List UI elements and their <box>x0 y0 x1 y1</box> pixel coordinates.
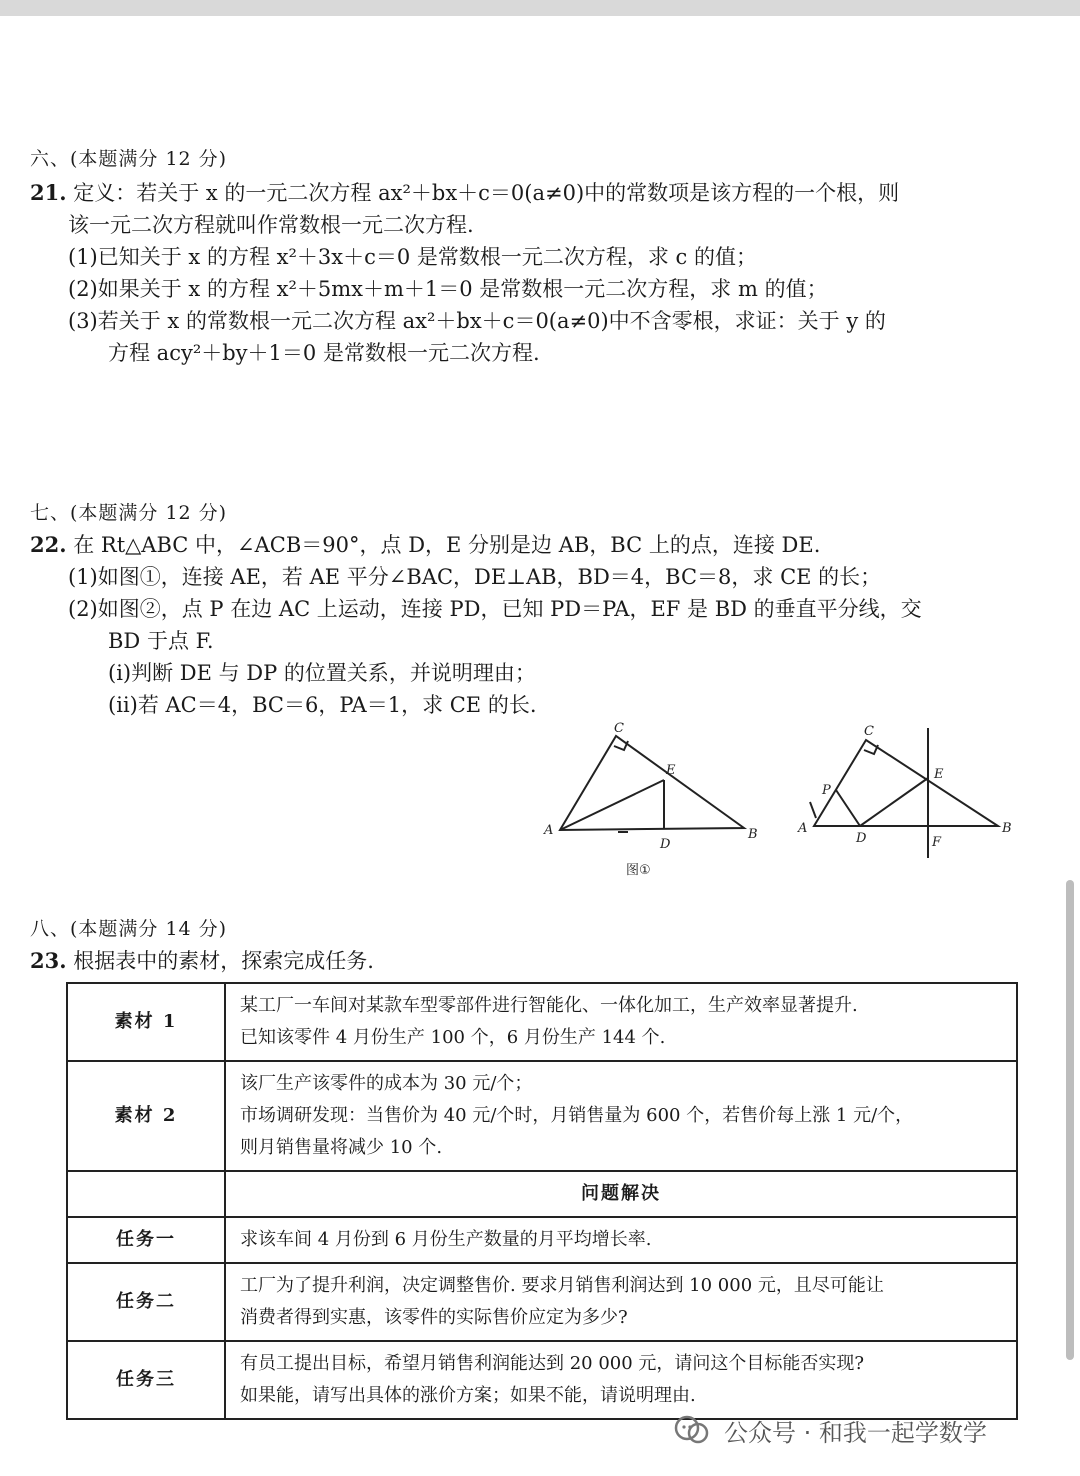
q22-part-2a: (2)如图②，点 P 在边 AC 上运动，连接 PD，已知 PD＝PA，EF 是 BD 的垂直平分线，交 <box>68 597 922 621</box>
watermark-text: 公众号 · 和我一起学数学 <box>724 1418 987 1447</box>
section-6-header: 六、(本题满分 12 分) <box>30 148 228 170</box>
fig1-caption: 图① <box>626 863 651 878</box>
task-2-line-2: 消费者得到实惠，该零件的实际售价应定为多少? <box>240 1307 628 1328</box>
q23-text-1: 根据表中的素材，探索完成任务. <box>73 949 374 973</box>
q21-part-1: (1)已知关于 x 的方程 x²＋3x＋c＝0 是常数根一元二次方程，求 c 的值； <box>68 245 757 269</box>
q21-line-1 <box>30 178 899 208</box>
table-row-task-1 <box>67 1217 1017 1263</box>
q22-line-1 <box>30 530 820 560</box>
figure-2 <box>790 718 1030 868</box>
q22-number: 22. <box>30 532 67 557</box>
table-row-task-2 <box>67 1263 1017 1341</box>
figure-1 <box>530 720 780 880</box>
material-2-line-1: 该厂生产该零件的成本为 30 元/个； <box>240 1073 533 1094</box>
task-1-content: 求该车间 4 月份到 6 月份生产数量的月平均增长率. <box>225 1217 1017 1263</box>
q23-line-1 <box>30 946 374 976</box>
q22-sub-i: (ⅰ)判断 DE 与 DP 的位置关系，并说明理由； <box>108 661 536 685</box>
material-1-label: 素材 1 <box>67 983 225 1061</box>
table-row-material-2 <box>67 1061 1017 1171</box>
fig2-label-e: E <box>934 767 944 782</box>
task-2-label: 任务二 <box>67 1263 225 1341</box>
q22-text-1: 在 Rt△ABC 中，∠ACB＝90°，点 D，E 分别是边 AB，BC 上的点，连接 DE. <box>73 533 821 557</box>
q22-part-2b: BD 于点 F. <box>108 629 214 653</box>
fig2-label-a: A <box>798 821 808 836</box>
q21-part-2: (2)如果关于 x 的方程 x²＋5mx＋m＋1＝0 是常数根一元二次方程，求 m 的值； <box>68 277 828 301</box>
task-3-line-1: 有员工提出目标，希望月销售利润能达到 20 000 元，请问这个目标能否实现? <box>240 1353 865 1374</box>
material-2-line-2: 市场调研发现：当售价为 40 元/个时，月销售量为 600 个，若售价每上涨 1 元/个， <box>240 1105 914 1126</box>
q21-text-1: 定义：若关于 x 的一元二次方程 ax²＋bx＋c＝0(a≠0)中的常数项是该方程的一个根，则 <box>73 181 900 205</box>
fig2-label-p: P <box>822 783 831 798</box>
material-1-content <box>225 983 1017 1061</box>
fig1-label-b: B <box>748 827 758 842</box>
page-edge-scrollbar <box>1066 880 1074 1360</box>
table-row-material-1 <box>67 983 1017 1061</box>
task-1-label: 任务一 <box>67 1217 225 1263</box>
fig1-label-d: D <box>660 837 671 852</box>
task-2-line-1: 工厂为了提升利润，决定调整售价. 要求月销售利润达到 10 000 元，且尽可能让 <box>240 1275 884 1296</box>
material-2-line-3: 则月销售量将减少 10 个. <box>240 1137 443 1158</box>
section-head-label: 问题解决 <box>225 1171 1017 1217</box>
fig2-segment-de <box>860 778 928 826</box>
fig2-segment-pd <box>836 790 860 826</box>
q22-sub-ii: (ⅱ)若 AC＝4，BC＝6，PA＝1，求 CE 的长. <box>108 693 537 717</box>
fig2-motion-mark <box>810 802 816 818</box>
watermark <box>672 1408 987 1452</box>
section-7-header: 七、(本题满分 12 分) <box>30 502 228 524</box>
fig2-label-b: B <box>1002 821 1012 836</box>
material-1-line-2: 已知该零件 4 月份生产 100 个，6 月份生产 144 个. <box>240 1027 666 1048</box>
task-3-line-2: 如果能，请写出具体的涨价方案；如果不能，请说明理由. <box>240 1385 696 1406</box>
q21-part-3a: (3)若关于 x 的常数根一元二次方程 ax²＋bx＋c＝0(a≠0)中不含零根，求证：关于 y 的 <box>68 309 886 333</box>
fig2-triangle-abc <box>814 740 998 826</box>
fig1-label-a: A <box>544 823 554 838</box>
fig2-label-d: D <box>856 831 867 846</box>
section-head-empty-cell <box>67 1171 225 1217</box>
material-1-line-1: 某工厂一车间对某款车型零部件进行智能化、一体化加工，生产效率显著提升. <box>240 995 858 1016</box>
section-8-header: 八、(本题满分 14 分) <box>30 918 228 940</box>
material-2-label: 素材 2 <box>67 1061 225 1171</box>
q23-number: 23. <box>30 948 67 973</box>
table-row-section-head <box>67 1171 1017 1217</box>
fig1-label-e: E <box>666 763 676 778</box>
task-2-content <box>225 1263 1017 1341</box>
materials-table <box>66 982 1018 1420</box>
wechat-official-account-icon <box>672 1413 712 1447</box>
top-bar <box>0 0 1080 16</box>
material-2-content <box>225 1061 1017 1171</box>
fig2-label-c: C <box>864 724 874 739</box>
q21-line-2: 该一元二次方程就叫作常数根一元二次方程. <box>68 213 474 237</box>
fig1-label-c: C <box>614 721 624 736</box>
q21-number: 21. <box>30 180 67 205</box>
fig2-label-f: F <box>932 835 942 850</box>
q21-part-3b: 方程 acy²＋by＋1＝0 是常数根一元二次方程. <box>108 341 540 365</box>
q22-part-1: (1)如图①，连接 AE，若 AE 平分∠BAC，DE⊥AB，BD＝4，BC＝8，求 CE 的长； <box>68 565 882 589</box>
task-3-label: 任务三 <box>67 1341 225 1419</box>
